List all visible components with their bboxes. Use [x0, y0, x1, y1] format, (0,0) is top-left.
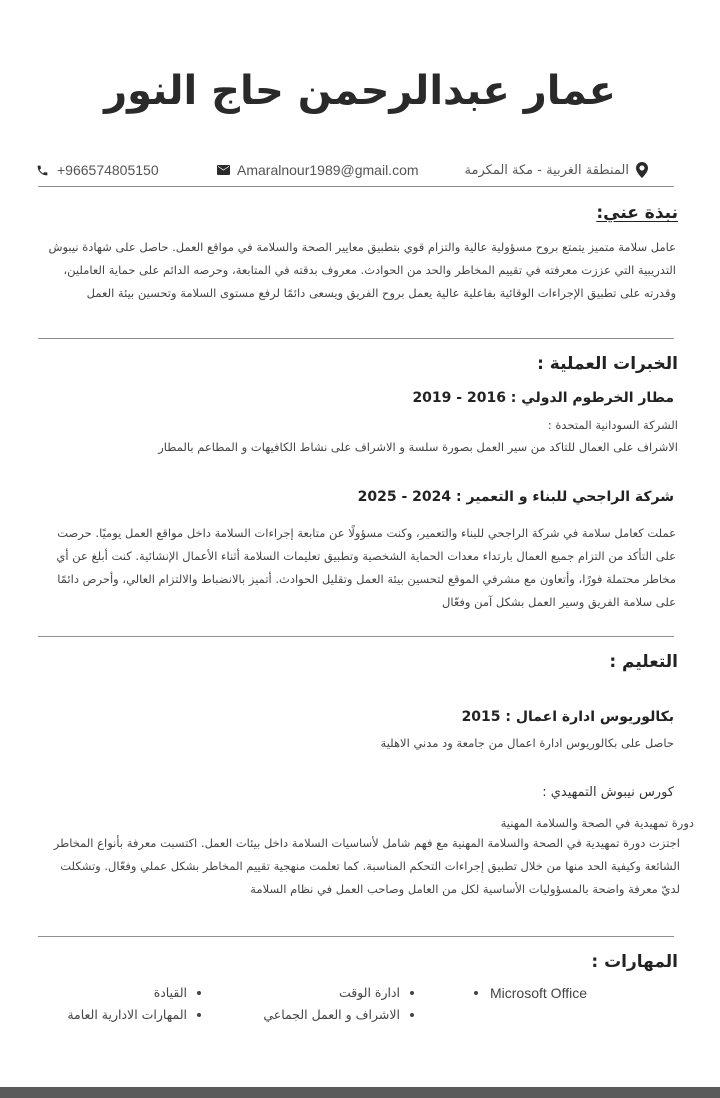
skill-label: ادارة الوقت: [338, 985, 400, 1000]
skill-label: المهارات الادارية العامة: [67, 1007, 187, 1022]
email-address: Amaralnour1989@gmail.com: [237, 162, 419, 178]
course-subtitle: دورة تمهيدية في الصحة والسلامة المهنية: [500, 816, 694, 830]
resume-name: عمار عبدالرحمن حاج النور: [104, 68, 616, 114]
job-company: الشركة السودانية المتحدة :: [547, 418, 678, 432]
divider: [38, 936, 674, 937]
skill-item: [67, 1007, 201, 1022]
job-title: مطار الخرطوم الدولي : 2016 - 2019: [412, 390, 674, 406]
course-description: اجتزت دورة تمهيدية في الصحة والسلامة المهنية مع فهم شامل لأساسيات السلامة داخل بيئات العمل. اكتسبت معرفة بأنواع المخاطر الشائعة وكيفية الحد منها من خلال تطبيق إجراءات التحكم المناسبة. كما تعلمت منهجية تقييم المخاطر بشكل عملي وفعّال. وتشكلت لديّ معرفة واضحة بالمسؤوليات الأساسية لكل من العامل وصاحب العمل في نظام السلامة: [53, 836, 680, 896]
skill-item: [339, 985, 414, 1000]
about-text: عامل سلامة متميز يتمتع بروح مسؤولية عالية والتزام قوي بتطبيق معايير الصحة والسلامة في مواقع العمل. حاصل على شهادة نيبوش التدريبية التي عززت معرفته في تقييم المخاطر والحد من الحوادث. معروف بدقته في المتابعة، وحرصه الدائم على حماية العاملين، وقدرته على تطبيق الإجراءات الوقائية بفاعلية عالية يعمل بروح الفريق ويسعى دائمًا لرفع مستوى السلامة وتحسين بيئة العمل: [48, 240, 676, 300]
bullet-icon: [410, 1013, 414, 1017]
job-description: الاشراف على العمال للتاكد من سير العمل بصورة سلسة و الاشراف على نشاط الكافيهات و المطاعم بالمطار: [158, 440, 678, 454]
course-title: كورس نيبوش التمهيدي :: [542, 785, 674, 800]
bullet-icon: [410, 991, 414, 995]
contact-location: [465, 160, 648, 180]
location-text: المنطقة الغربية - مكة المكرمة: [464, 162, 629, 178]
map-pin-icon: [636, 162, 648, 178]
skill-label: الاشراف و العمل الجماعي: [263, 1007, 400, 1022]
phone-number: +966574805150: [57, 162, 159, 178]
divider: [38, 186, 674, 187]
skill-label: القيادة: [153, 985, 187, 1000]
job-description: عملت كعامل سلامة في شركة الراجحي للبناء والتعمير، وكنت مسؤولًا عن متابعة إجراءات السلامة داخل مواقع العمل يوميًا. حرصت على التأكد من التزام جميع العمال بارتداء معدات الحماية الشخصية وتطبيق تعليمات السلامة أثناء الأعمال الإنشائية. كنت أبلغ عن أي مخاطر محتملة فورًا، وأتعاون مع مشرفي الموقع لتحسين بيئة العمل وتقليل الحوادث. أتميز بالانضباط والالتزام العالي، وأحرص دائمًا على سلامة الفريق وسير العمل بشكل آمن وفعّال: [56, 526, 676, 609]
bullet-icon: [197, 1013, 201, 1017]
skill-label: Microsoft Office: [490, 985, 587, 1001]
education-heading: التعليم :: [609, 652, 678, 672]
about-heading: نبذة عني:: [596, 203, 678, 223]
contact-email: [217, 160, 419, 180]
skill-item: [474, 985, 587, 1001]
skill-item: [154, 985, 201, 1000]
contact-phone: [36, 160, 159, 180]
skill-item: [263, 1007, 414, 1022]
skills-heading: المهارات :: [591, 952, 678, 972]
bullet-icon: [474, 991, 478, 995]
phone-icon: [36, 164, 49, 177]
experience-heading: الخبرات العملية :: [537, 354, 678, 374]
degree-title: بكالوريوس ادارة اعمال : 2015: [461, 709, 674, 725]
bullet-icon: [197, 991, 201, 995]
divider: [38, 636, 674, 637]
envelope-icon: [217, 165, 230, 175]
divider: [38, 338, 674, 339]
job-title: شركة الراجحي للبناء و التعمير : 2024 - 2025: [357, 489, 674, 505]
degree-description: حاصل على بكالوريوس ادارة اعمال من جامعة ود مدني الاهلية: [380, 736, 674, 750]
bottom-bar: [0, 1087, 720, 1098]
